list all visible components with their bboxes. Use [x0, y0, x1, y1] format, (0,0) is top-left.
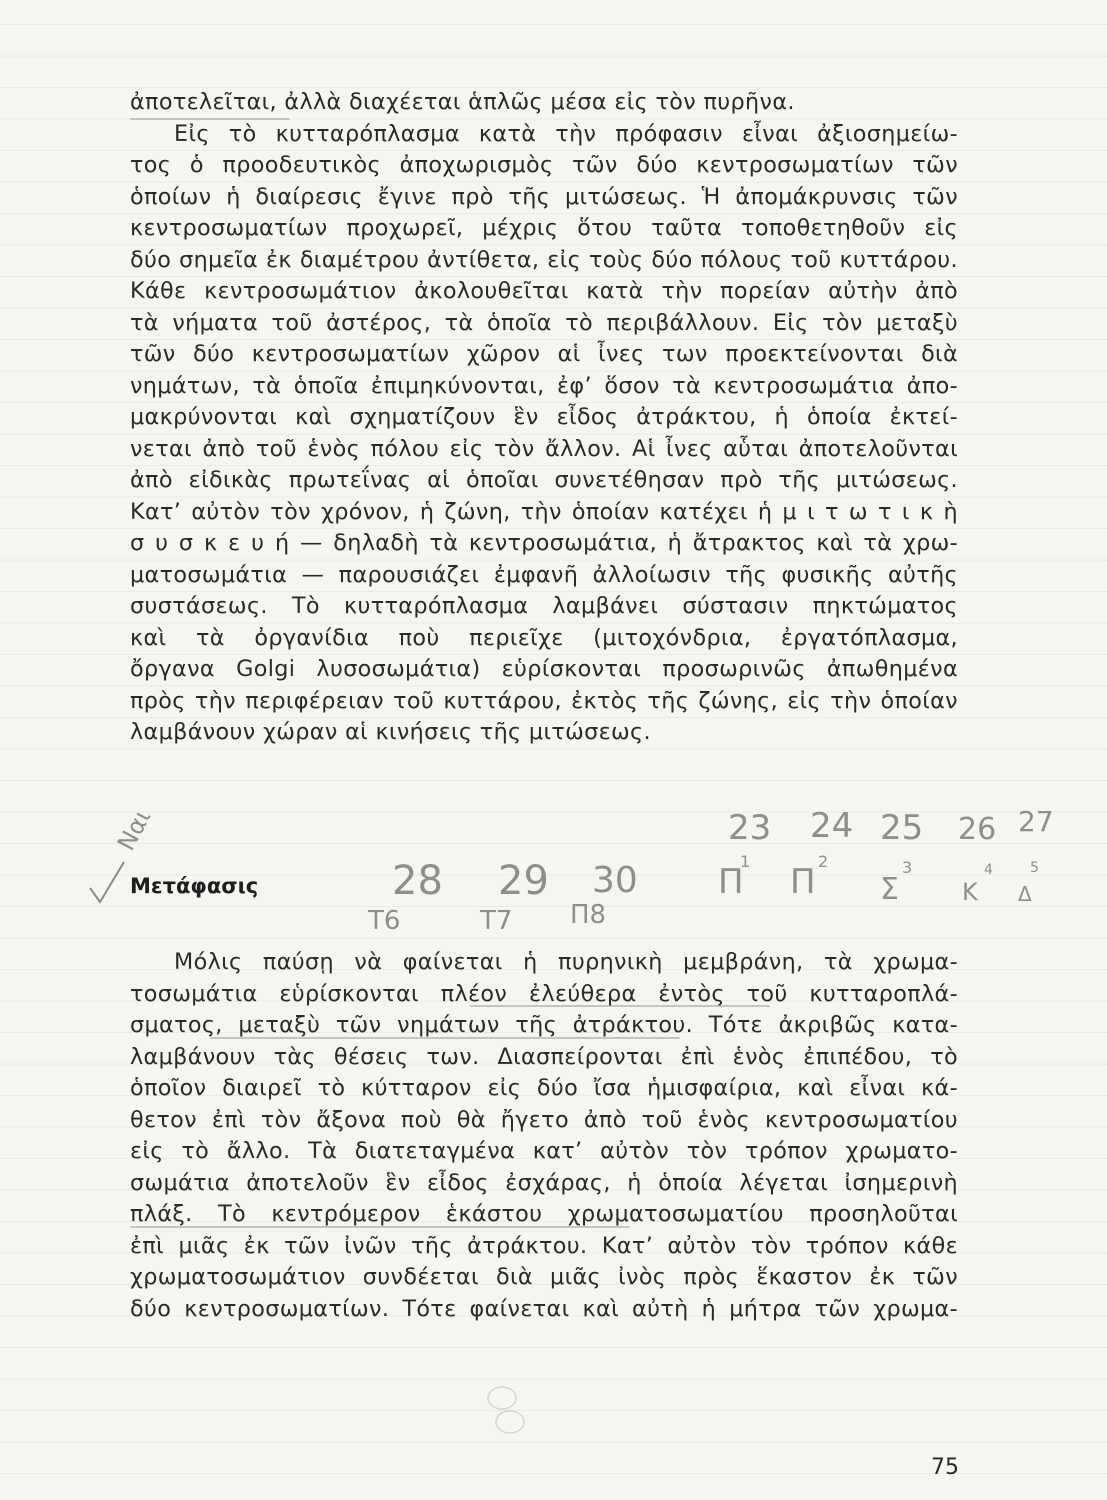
text-line: πρὸς τὴν περιφέρειαν τοῦ κυττάρου, ἐκτὸς τῆς ζώνης, εἰς τὴν ὁποίαν — [130, 687, 958, 714]
handwritten-number: 29 — [498, 858, 549, 904]
text-line: δύο κεντροσωματίων. Τότε φαίνεται καὶ αὐτὴ ἡ μήτρα τῶν χρωμα- — [130, 1295, 958, 1322]
text-line: λαμβάνουν τὰς θέσεις των. Διασπείρονται ἐπὶ ἑνὸς ἐπιπέδου, τὸ — [130, 1043, 958, 1070]
text-line: εἰς τὸ ἄλλο. Τὰ διατεταγμένα κατ’ αὐτὸν τὸν τρόπον χρωματο- — [130, 1138, 958, 1164]
page-number: 75 — [931, 1455, 959, 1480]
handwritten-label: Κ — [962, 878, 978, 906]
text-line: κεντροσωματίων προχωρεῖ, μέχρις ὅτου ταῦτα τοποθετηθοῦν εἰς — [130, 215, 958, 241]
text-line: χρωματοσωμάτιον συνδέεται διὰ μιᾶς ἰνὸς πρὸς ἕκαστον ἐκ τῶν — [130, 1264, 958, 1290]
text-line: λαμβάνουν χώραν αἱ κινήσεις τῆς μιτώσεως. — [130, 719, 651, 745]
handwritten-number: 27 — [1018, 805, 1054, 838]
paragraph-1 — [130, 87, 958, 749]
text-line: θετον ἐπὶ τὸν ἄξονα ποὺ θὰ ἤγετο ἀπὸ τοῦ ἑνὸς κεντροσωματίου — [130, 1106, 958, 1133]
handwritten-label: Π8 — [570, 900, 607, 930]
handwritten-label: 5 — [1030, 860, 1039, 876]
text-line: ὄργανα Golgi λυσοσωμάτια) εὑρίσκονται προσωρινῶς ἀπωθημένα — [130, 656, 958, 682]
text-line: ἀπὸ εἰδικὰς πρωτεΐνας αἱ ὁποῖαι συνετέθησαν πρὸ τῆς μιτώσεως. — [130, 467, 958, 493]
text-line: νημάτων, τὰ ὁποῖα ἐπιμηκύνονται, ἐφ’ ὅσον τὰ κεντροσωμάτια ἀπο- — [130, 372, 958, 399]
handwritten-label: 1 — [740, 852, 751, 871]
handwritten-label: Τ7 — [480, 906, 513, 936]
handwritten-number: 30 — [592, 860, 638, 901]
text-line: τοσωμάτια εὑρίσκονται πλέον ἐλεύθερα ἐντὸς τοῦ κυτταροπλά- — [130, 980, 958, 1007]
text-line: νεται ἀπὸ τοῦ ἑνὸς πόλου εἰς τὸν ἄλλον. Αἱ ἶνες αὗται ἀποτελοῦνται — [130, 435, 958, 462]
text-line: μακρύνονται καὶ σχηματίζουν ἓν εἶδος ἀτράκτου, ἡ ὁποία ἐκτεί- — [130, 404, 958, 430]
text-line: καὶ τὰ ὀργανίδια ποὺ περιεῖχε (μιτοχόνδρια, ἐργατόπλασμα, — [130, 624, 958, 651]
pencil-doodle-icon — [480, 1380, 540, 1440]
handwritten-label: 2 — [818, 852, 829, 871]
text-line: σωμάτια ἀποτελοῦν ἓν εἶδος ἐσχάρας, ἡ ὁποία λέγεται ἰσημερινὴ — [130, 1169, 958, 1196]
text-line: δύο σημεῖα ἐκ διαμέτρου ἀντίθετα, εἰς τοὺς δύο πόλους τοῦ κυττάρου. — [130, 246, 958, 273]
text-line: ὁποῖον διαιρεῖ τὸ κύτταρον εἰς δύο ἴσα ἡμισφαίρια, καὶ εἶναι κά- — [130, 1075, 958, 1101]
text-line: Κατ’ αὐτὸν τὸν χρόνον, ἡ ζώνη, τὴν ὁποίαν κατέχει ἡ μ ι τ ω τ ι κ ὴ — [130, 498, 958, 525]
text-line: Εἰς τὸ κυτταρόπλασμα κατὰ τὴν πρόφασιν εἶναι ἀξιοσημείω- — [174, 120, 958, 147]
text-line: ὁποίων ἡ διαίρεσις ἔγινε πρὸ τῆς μιτώσεως. Ἡ ἀπομάκρυνσις τῶν — [130, 183, 958, 210]
handwritten-number: 24 — [810, 806, 854, 846]
text-line: τος ὁ προοδευτικὸς ἀποχωρισμὸς τῶν δύο κεντροσωματίων τῶν — [130, 152, 958, 178]
pencil-underline — [130, 118, 290, 120]
handwritten-label: 4 — [984, 862, 993, 878]
text-line: Κάθε κεντροσωμάτιον ἀκολουθεῖται κατὰ τὴν πορείαν αὐτὴν ἀπὸ — [130, 278, 958, 304]
text-line: τῶν δύο κεντροσωματίων χῶρον αἱ ἶνες των προεκτείνονται διὰ — [130, 341, 958, 367]
text-line: συστάσεως. Τὸ κυτταρόπλασμα λαμβάνει σύστασιν πηκτώματος — [130, 593, 958, 619]
handwritten-number: 23 — [728, 808, 772, 848]
text-line: ἀποτελεῖται, ἀλλὰ διαχέεται ἁπλῶς μέσα εἰς τὸν πυρῆνα. — [130, 89, 795, 115]
paragraph-2 — [130, 947, 958, 1325]
handwritten-number: 26 — [958, 812, 997, 847]
section-heading: Μετάφασις — [130, 874, 259, 898]
check-mark-icon — [88, 858, 128, 904]
text-line: ματοσωμάτια — παρουσιάζει ἐμφανῆ ἀλλοίωσιν τῆς φυσικῆς αὐτῆς — [130, 561, 958, 588]
handwritten-number: 25 — [880, 808, 924, 848]
handwritten-label: 3 — [902, 858, 913, 877]
handwritten-label: Π — [718, 862, 744, 902]
text-line: ἐπὶ μιᾶς ἐκ τῶν ἰνῶν τῆς ἀτράκτου. Κατ’ αὐτὸν τὸν τρόπον κάθε — [130, 1232, 958, 1259]
handwritten-number: 28 — [392, 858, 443, 904]
handwritten-label: Σ — [880, 872, 899, 907]
text-line: τὰ νήματα τοῦ ἀστέρος, τὰ ὁποῖα τὸ περιβάλλουν. Εἰς τὸν μεταξὺ — [130, 309, 958, 336]
text-line: σματος, μεταξὺ τῶν νημάτων τῆς ἀτράκτου. Τότε ἀκριβῶς κατα- — [130, 1012, 958, 1038]
handwritten-label: Δ — [1018, 882, 1032, 906]
margin-note: Ναι — [112, 804, 157, 856]
text-line: πλάξ. Τὸ κεντρόμερον ἑκάστου χρωματοσωματίου προσηλοῦται — [130, 1201, 958, 1227]
text-line: σ υ σ κ ε υ ή — δηλαδὴ τὰ κεντροσωμάτια, ἡ ἄτρακτος καὶ τὰ χρω- — [130, 530, 958, 556]
handwritten-label: Π — [790, 862, 816, 902]
handwritten-label: Τ6 — [368, 906, 401, 936]
text-line: Μόλις παύσῃ νὰ φαίνεται ἡ πυρηνικὴ μεμβράνη, τὰ χρωμα- — [174, 949, 958, 975]
